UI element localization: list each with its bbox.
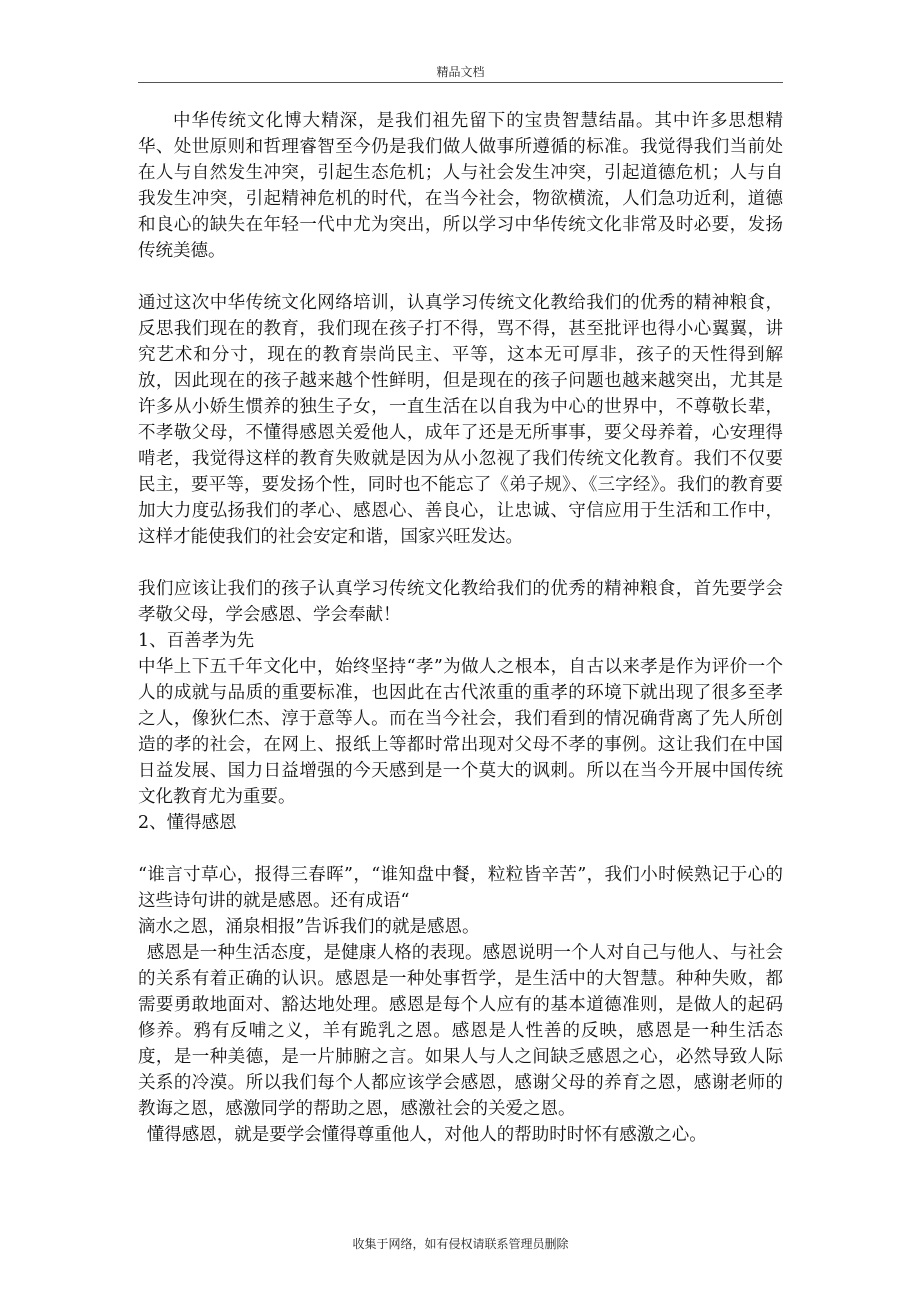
- section-1-body: 中华上下五千年文化中，始终坚持“孝”为做人之根本，自古以来孝是作为评价一个人的成就与品质的重要标准，也因此在古代浓重的重孝的环境下就出现了很多至孝之人，像狄仁杰、淳于意等人。而在当今社会，我们看到的情况确背离了先人所创造的孝的社会，在网上、报纸上等都时常出现对父母不孝的事例。这让我们在中国日益发展、国力日益增强的今天感到是一个莫大的讽刺。所以在当今开展中国传统文化教育尤为重要。: [138, 657, 783, 807]
- intro-paragraph: 中华传统文化博大精深，是我们祖先留下的宝贵智慧结晶。其中许多思想精华、处世原则和哲理睿智至今仍是我们做人做事所遵循的标准。我觉得我们当前处在人与自然发生冲突，引起生态危机；人与社会发生冲突，引起道德危机；人与自我发生冲突，引起精神危机的时代，在当今社会，物欲横流，人们急功近利，道德和良心的缺失在年轻一代中尤为突出，所以学习中华传统文化非常及时必要，发扬传统美德。: [138, 111, 783, 261]
- header-divider: [138, 82, 783, 83]
- poem-paragraph: “谁言寸草心，报得三春晖”，“谁知盘中餐，粒粒皆辛苦”，我们小时候熟记于心的这些诗句讲的就是感恩。还有成语“: [138, 865, 783, 911]
- page-header: 精品文档: [436, 65, 485, 79]
- section-1-title: 1、百善孝为先: [138, 631, 255, 651]
- paragraph-gap: [138, 264, 783, 290]
- paragraph-gap: [138, 550, 783, 576]
- page-footer: 收集于网络，如有侵权请联系管理员删除: [352, 1237, 569, 1251]
- should-paragraph: 我们应该让我们的孩子认真学习传统文化教给我们的优秀的精神粮食，首先要学会孝敬父母，学会感恩、学会奉献！: [138, 579, 783, 625]
- gratitude-paragraph: 感恩是一种生活态度，是健康人格的表现。感恩说明一个人对自己与他人、与社会的关系有着正确的认识。感恩是一种处事哲学，是生活中的大智慧。种种失败，都需要勇敢地面对、豁达地处理。感恩是每个人应有的基本道德准则，是做人的起码修养。鸦有反哺之义，羊有跪乳之恩。感恩是人性善的反映，感恩是一种生活态度，是一种美德，是一片肺腑之言。如果人与人之间缺乏感恩之心，必然导致人际关系的冷漠。所以我们每个人都应该学会感恩，感谢父母的养育之恩，感谢老师的教诲之恩，感激同学的帮助之恩，感激社会的关爱之恩。: [138, 943, 783, 1119]
- training-paragraph: 通过这次中华传统文化网络培训，认真学习传统文化教给我们的优秀的精神粮食，反思我们现在的教育，我们现在孩子打不得，骂不得，甚至批评也得小心翼翼，讲究艺术和分寸，现在的教育崇尚民主、平等，这本无可厚非，孩子的天性得到解放，因此现在的孩子越来越个性鲜明，但是现在的孩子问题也越来越突出，尤其是许多从小娇生惯养的独生子女，一直生活在以自我为中心的世界中，不尊敬长辈，不孝敬父母，不懂得感恩关爱他人，成年了还是无所事事，要父母养着，心安理得啃老，我觉得这样的教育失败就是因为从小忽视了我们传统文化教育。我们不仅要民主，要平等，要发扬个性，同时也不能忘了《弟子规》、《三字经》。我们的教育要加大力度弘扬我们的孝心、感恩心、善良心，让忠诚、守信应用于生活和工作中，这样才能使我们的社会安定和谐，国家兴旺发达。: [138, 293, 783, 547]
- idiom-paragraph: 滴水之恩，涌泉相报”告诉我们的就是感恩。: [138, 917, 480, 937]
- document-body: [138, 108, 783, 1148]
- understand-paragraph: 懂得感恩，就是要学会懂得尊重他人，对他人的帮助时时怀有感激之心。: [146, 1125, 707, 1145]
- section-2-title: 2、懂得感恩: [138, 813, 237, 833]
- paragraph-gap: [138, 836, 783, 862]
